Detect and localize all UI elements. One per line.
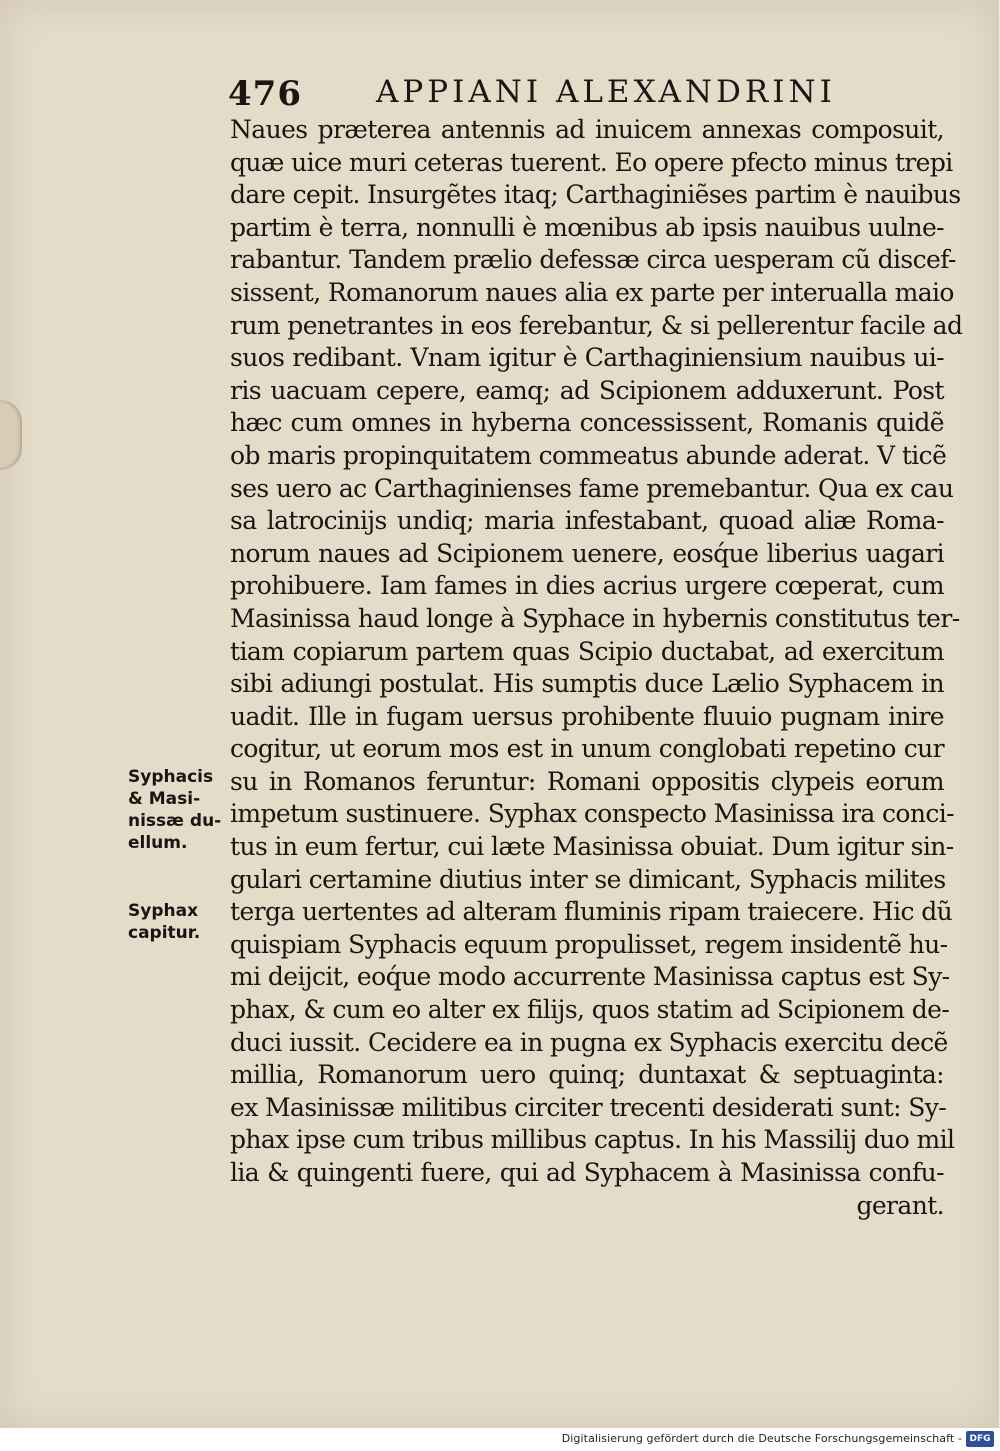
marginal-note-duel [128,766,221,854]
text-line: cogitur, ut eorum mos est in unum conglobati repetino cur [230,734,944,764]
text-line: rum penetrantes in eos ferebantur, & si pellerentur facile ad [230,310,963,340]
text-line: norum naues ad Scipionem uenere, eosq́ue liberius uagari [230,538,944,568]
text-line: lia & quingenti fuere, qui ad Syphacem à Masinissa confu- [230,1158,944,1187]
text-line: tiam copiarum partem quas Scipio ductabat, ad exercitum [230,636,944,666]
text-line: gulari certamine diutius inter se dimicant, Syphacis milites [230,864,946,894]
text-line: phax ipse cum tribus millibus captus. In his Massilij duo mil [230,1125,955,1155]
text-line: ob maris propinquitatem commeatus abunde aderat. V ticẽ [230,440,947,470]
marginal-line: Syphacis [128,767,214,787]
marginal-line: Syphax [128,901,199,921]
text-line: Naues præterea antennis ad inuicem annexas composuit, [230,115,944,144]
text-line: mi deijcit, eoq́ue modo accurrente Masinissa captus est Sy- [230,962,950,992]
text-line: ris uacuam cepere, eamq; ad Scipionem adduxerunt. Post [230,375,944,405]
text-line: ex Masinissæ militibus circiter trecenti desiderati sunt: Sy- [230,1092,947,1122]
text-line: terga uertentes ad alteram fluminis ripam traiecere. Hic dũ [230,897,953,927]
text-line: su in Romanos feruntur: Romani oppositis clypeis eorum [230,766,944,796]
page-header [228,74,948,114]
marginal-note-capture [128,900,200,944]
marginal-line: nissæ du- [128,811,222,831]
page-edge-tab [0,400,22,470]
text-line: suos redibant. Vnam igitur è Carthaginiensium nauibus ui- [230,343,944,373]
text-line: hæc cum omnes in hyberna concessissent, Romanis quidẽ [230,408,944,438]
text-line: dare cepit. Insurgẽtes itaq; Carthaginiẽses partim è nauibus [230,180,961,210]
text-line: tus in eum fertur, cui læte Masinissa obuiat. Dum igitur sin- [230,832,954,862]
text-line: duci iussit. Cecidere ea in pugna ex Syphacis exercitu decẽ [230,1027,948,1057]
text-line: sissent, Romanorum naues alia ex parte per interualla maio [230,277,954,307]
text-line: uadit. Ille in fugam uersus prohibente fluuio pugnam inire [230,701,944,731]
text-line: ses uero ac Carthaginienses fame premebantur. Qua ex cau [230,473,954,503]
text-line: quæ uice muri ceteras tuerent. Eo opere pfecto minus trepi [230,147,953,177]
marginal-line: capitur. [128,923,201,943]
digitization-footer [0,1428,1000,1451]
text-line: millia, Romanorum uero quinq; duntaxat & septuaginta: [230,1060,944,1090]
text-line: quispiam Syphacis equum propulisset, regem insidentẽ hu- [230,929,948,959]
marginal-line: ellum. [128,833,188,853]
page-number: 476 [228,74,302,114]
text-line: Masinissa haud longe à Syphace in hybernis constitutus ter- [230,603,960,633]
text-line: rabantur. Tandem prælio defessæ circa uesperam cũ discef- [230,245,956,275]
dfg-logo: DFG [966,1431,994,1447]
marginal-line: & Masi- [128,789,201,809]
text-line: impetum sustinuere. Syphax conspecto Masinissa ira conci- [230,799,955,829]
running-head: APPIANI ALEXANDRINI [376,74,836,110]
text-line: sa latrocinijs undiq; maria infestabant, quoad aliæ Roma- [230,506,944,536]
body-text [230,114,963,1222]
text-line: partim è terra, nonnulli è mœnibus ab ipsis nauibus uulne- [230,212,944,242]
text-line: phax, & cum eo alter ex filijs, quos statim ad Scipionem de- [230,995,950,1025]
text-line: sibi adiungi postulat. His sumptis duce Lælio Syphacem in [230,669,944,699]
text-line: gerant. [856,1190,944,1220]
footer-credit: Digitalisierung gefördert durch die Deutsche Forschungsgemeinschaft - [561,1432,962,1445]
text-line: prohibuere. Iam fames in dies acrius urgere cœperat, cum [230,571,944,601]
